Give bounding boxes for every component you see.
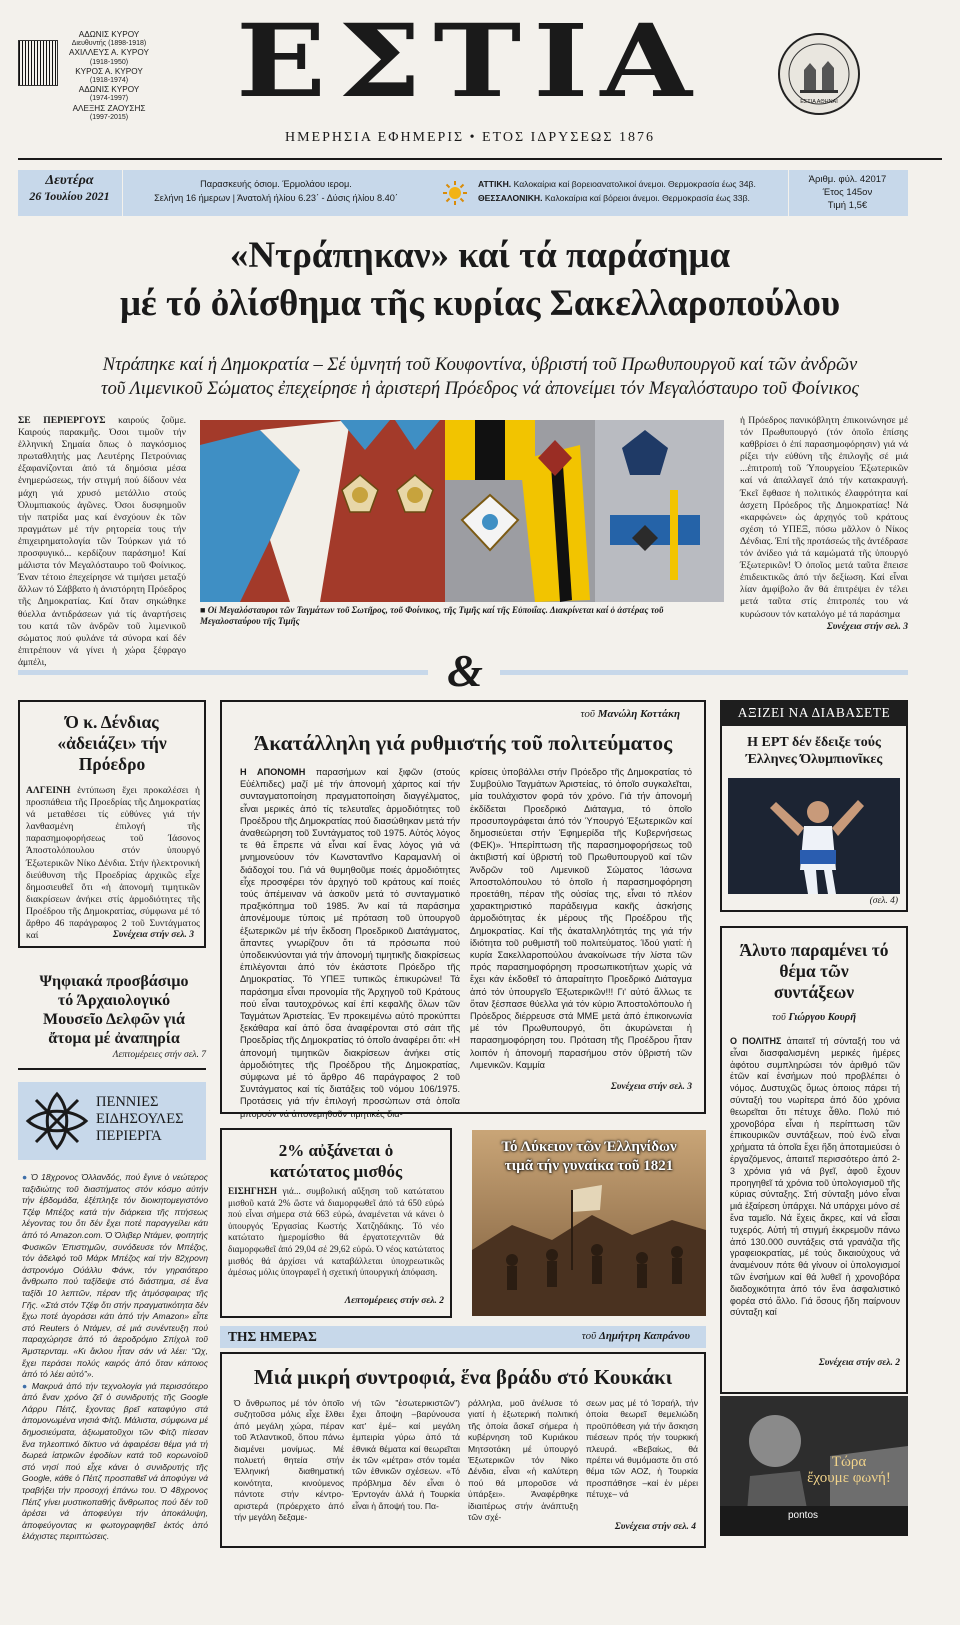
- left-divider: [18, 1068, 206, 1070]
- dendias-title[interactable]: Ό κ. Δένδιας «ἀδειάζει» τήν Πρόεδρο: [57, 712, 167, 774]
- pension-title[interactable]: Άλυτο παραμένει τό θέμα τῶν συντάξεων: [739, 940, 889, 1002]
- of-the-day-text: Ό ἄνθρωπος μέ τόν ὁποῖο συζητοῦσα μόλις εἶχε ἔλθει ἀπό μεγάλη χώρα, πέραν τοῦ Άτλαντικοῦ, ὅπου πάνω διαμένει μονίμως. Μέ πολυετή θητεία στήν Έλληνική διαθηματική κοινότητα, κινούμενος πάντοτε στήν κέντρο-αριστερά (πρόερχετο ἀπό τήν μεγάλη δεξαμε-: [234, 1398, 344, 1523]
- lead-deck-line: Ντράπηκε καί ἡ Δημοκρατία – Σέ ὑμνητή τοῦ Κουφοντίνα, ὑβριστή τοῦ Πρωθυπουργοῦ καί τῶν ἀνδρῶν: [102, 355, 858, 375]
- lead-headline-line: μέ τό ὀλίσθημα τῆς κυρίας Σακελλαροπούλου: [119, 283, 841, 324]
- kottakis-kicker: Η ΑΠΟΝΟΜΗ: [240, 767, 306, 777]
- ampersand-rule-left: [18, 670, 428, 675]
- of-the-day-column-1: [234, 1398, 344, 1538]
- wage-continuation[interactable]: Λεπτομέρειες στήν σελ. 2: [344, 1296, 444, 1306]
- kottakis-text: κρίσεις ὑποβάλλει στήν Πρόεδρο τῆς Δημοκρατίας τό Συμβούλιο Ταγμάτων Άριστείας, τό ὁποῖο συγκαλεῖται, μία τουλάχιστον φορά τόν χρόνο. Γιά τήν ἀπονομή ἐκδίδεται Προεδρικό Διάταγμα, τό ὁποῖο προσυπογράφεται ἀπό τόν Ύπουργό Έξωτερικῶν καί δημοσιεύεται στήν Έφημερίδα τῆς Κυβερνήσεως (ΦΕΚ)». Ήπερίπτωση τῆς παρασημοφορήσεως τοῦ ἀκτιβιστή καί ὑβριστή τοῦ Πρωθυπουργοῦ καί τῶν Άνδρῶν τοῦ Λιμενικοῦ Σώματος Ίάσωνα Άποστολόπουλου τό ὁποῖο ἡ παρασημοφόρηση προετάθη, πέραν τῆς οὐσίας της, εἶναι τό πλέον χαρακτηριστικό παράδειγμα κακῆς ἀσκήσης ἁρμοδιότητας ἐκ μέρους τῆς Προέδρου τῆς Δημοκρατίας. Καί τῆς ἀκαταλληλότητάς της γιά τήν ἰδιότητα τοῦ ρυθμιστῆ τοῦ πολιτεύματος. Ίδού γιατί: ἡ κυρία Σακελλαροπούλου ἀνακοίνωσε τήν λίστα τῶν πρός παρασημοφόρηση προσωπικοτήτων χωρίς νά ἔχει κάν ἐκδοθεῖ τό ἀπαραίτητο Προεδρικό Διάταγμα ἀπό τόν ὑπουργεῖο Έξωτερικῶν!!! Γι' αὐτό ἄλλως τε ὅταν ξέσπασε θύελλα γιά τόν κύριο Άποστολόπουλο ἡ Πρόεδρος διέρρευσε στά ΜΜΕ μετά ἀπό ἐπικοινωνία μέ τόν Πρωθυπουργό, ὅτι ἀκυρώνεται ἡ παρασημοφόρηση του. Πρόταση τῆς Προέδρου ἦταν λοιπόν ἡ ἀπονομή παρασήμου στόν ὑβριστή τῶν Λιμενικῶν. Καμμία: [470, 767, 692, 1070]
- issue-number-box: [790, 173, 905, 212]
- pension-continuation[interactable]: Συνέχεια στήν σελ. 2: [818, 1358, 900, 1368]
- byline-prefix: τοῦ: [772, 1012, 786, 1023]
- pennies-text: Ό 18χρονος Όλλανδός, πού ἔγινε ὁ νεώτερος ταξιδιώτης τοῦ διαστήματος στόν κόσμο αὐτήν τήν ἑβδομάδα, ἐξέπληξε τόν διοικητομεγιστόνο Τζέφ Μπέζος κατά τήν διάρκεια τῆς πτήσεως λέγοντας του ὅτι δέν ἔχει ποτέ παραγγείλει κάτι ἀπό τό Amazon.com. Ό Όλιβερ Ντάμεν, φοιτητής Φυσικῶν Έπιστημῶν, συνόδευσε τόν Μπέζος, τόν ἀδελφό τοῦ Μάρκ Μπέζος καί τήν 82χρονη ἀστρονόμο Ούάλλυ Φάνκ, τόν γηραιότερο ἄνθρωπο πού ταξίδεψε στό διάστημα, σέ ἕνα ταξίδι 10 λεπτῶν, πέραν τῆς ἀτμόσφαιρας τῆς Γῆς. «Στά στόν Τζέφ ὅτι στήν πραγματικότητα δέν ἔχω ποτέ ἀγοράσει κάτι ἀπό τήν Amazon» εἶπε στό Reuters ὁ Ντάμεν, σέ μιά συνέντευξη πού παραχώρησε ἀπό τό ἀεροδρόμιο Σπίχολ τοῦ Άμστερνταμ. «Κι ἄκλου ἦταν σάν νά λέει: “Ωχ, ἔχει περάσει πολύς καιρός ἀπό ὅταν κάποιος ἀπό τό λέει αὐτό”».: [22, 1172, 208, 1380]
- weather-text: Καλοκαίρια καί βορειοανατολικοί άνεμοι. Θερμοκρασία έως 34β.: [513, 179, 756, 189]
- pennies-body: [22, 1172, 208, 1552]
- barcode: [18, 40, 58, 86]
- pennies-title: ΠΕΝΝΙΕΣ ΕΙΔΗΣΟΥΛΕΣ ΠΕΡΙΕΡΓΑ: [96, 1094, 184, 1144]
- lead-continuation[interactable]: Συνέχεια στήν σελ. 3: [826, 622, 908, 632]
- byline-name: Δημήτρη Καπράνου: [598, 1330, 690, 1342]
- info-separator: [122, 170, 123, 216]
- bullet-icon: ●: [22, 1172, 32, 1182]
- of-the-day-label-text: ΤΗΣ ΗΜΕΡΑΣ: [228, 1329, 317, 1344]
- lyceum-title[interactable]: [472, 1138, 706, 1176]
- kottakis-column-1: [240, 766, 460, 1119]
- lead-kicker: ΣΕ ΠΕΡΙΕΡΓΟΥΣ: [18, 415, 106, 426]
- issue-number: Άριθμ. φύλ. 42017: [808, 174, 887, 185]
- founder-line: ΑΛΕΞΗΣ ΖΑΟΥΣΗΣ: [72, 103, 146, 113]
- pontos-advert[interactable]: [720, 1396, 908, 1536]
- gymnast-photo: [728, 778, 900, 894]
- byline-name: Γιώργου Κουρῆ: [788, 1012, 856, 1023]
- must-read-title[interactable]: Η ΕΡΤ δέν ἔδειξε τούς Έλληνες Όλυμπιονῖκες: [745, 735, 883, 767]
- wage-body: [228, 1186, 444, 1294]
- dendias-continuation[interactable]: Συνέχεια στήν σελ. 3: [112, 930, 194, 940]
- ampersand-ornament: &: [447, 645, 483, 696]
- lyceum-photo: [472, 1130, 706, 1316]
- saints-of-day: Παρασκευής όσιομ. Έρμολάου ιερομ.: [200, 179, 352, 189]
- masthead-title: ΕΣΤΙΑ: [236, 1, 704, 120]
- info-separator: [788, 170, 789, 216]
- sun-icon: [442, 180, 468, 206]
- lyceum-title-line: τιμᾶ τήν γυναίκα τοῦ 1821: [504, 1158, 674, 1174]
- almanac-box: [126, 177, 426, 205]
- weekday: Δευτέρα: [45, 173, 94, 188]
- lead-photo-caption: [200, 605, 724, 627]
- ampersand-rule-right: [500, 670, 908, 675]
- lyceum-title-line: Τό Λύκειον τῶν Έλληνίδων: [501, 1139, 677, 1155]
- founder-line: ΑΧΙΛΛΕΥΣ Α. ΚΥΡΟΥ: [69, 48, 149, 58]
- pension-byline: [728, 1012, 900, 1023]
- pennies-text: Μακρυά ἀπό τήν τεχνολογία γιά περισσότερο ἀπό ἕναν χρόνο ζεῖ ὁ συνιδρυτής τῆς Google Λάρρυ Πέιτζ, ἔχοντας βρεῖ καταφύγιο στά ἀπομονωμένα νησιά Φίτζι. Μάλιστα, σύμφωνα μέ δημοσιεύματα, ἀξιωματοῦχοι τῶν Φίτζι πίεσαν ἕνα τηλεοπτικό δίκτυο νά ἀφαιρέσει θέμα γιά τή δωρεά ἰατρικῶν ἐφοδίων κατά τοῦ κορωνοϊοῦ στό νησί πού εἶχε κάνει ὁ συνιδρυτής τῆς Google, κάθε ὁ Πέιτζ προσπαθεῖ νά ἀποφύγει νά τραβήξει τήν προσοχή ἐπάνω του. Ό 48χρονος Πέιτζ γίνει μυστικοπαθής ἄνθρωπος πού δέν τοῦ ἀρέσει νά ἀποφεύγει τήν ἀποκάλυψη, ἀποφεύγοντας κι φωτογραφηθεῖ ἐκτός ἀπό ἐλάχιστες περιπτώσεις.: [22, 1380, 208, 1542]
- founder-line: (1974-1997): [89, 95, 129, 103]
- of-the-day-column-2: [352, 1398, 460, 1538]
- weather-region: ΑΤΤΙΚΗ.: [478, 179, 512, 189]
- kottakis-byline: [480, 708, 680, 720]
- founder-line: ΑΔΩΝΙΣ ΚΥΡΟΥ: [78, 30, 140, 39]
- must-read-header: ΑΞΙΖΕΙ ΝΑ ΔΙΑΒΑΣΕΤΕ: [720, 700, 908, 726]
- lead-deck: [18, 353, 942, 401]
- sun-moon-times: Σελήνη 16 ήμερων | Άνατολή ήλίου 6.23΄ - Δύσις ήλίου 8.40΄: [154, 193, 398, 203]
- byline-prefix: τοῦ: [580, 708, 595, 720]
- bullet-icon: ●: [22, 1380, 32, 1391]
- of-the-day-label: [228, 1326, 358, 1348]
- founder-line: (1997-2015): [89, 113, 129, 121]
- kottakis-continuation[interactable]: Συνέχεια στήν σελ. 3: [610, 1082, 692, 1092]
- seal-emblem: [778, 33, 860, 115]
- museum-continuation[interactable]: Λεπτομέρειες στήν σελ. 7: [112, 1050, 206, 1060]
- caption-marker: ■: [200, 605, 208, 615]
- advert-slogan-line: ἔχουμε φωνή!: [807, 1470, 891, 1486]
- advert-slogan-line: Τώρα: [831, 1454, 867, 1470]
- pension-body: [730, 1036, 900, 1356]
- masthead-subtitle: ΗΜΕΡΗΣΙΑ ΕΦΗΜΕΡΙΣ • ΕΤΟΣ ΙΔΡΥΣΕΩΣ 1876: [285, 130, 655, 145]
- of-the-day-text: ράλληλα, μοῦ ἀνέλυσε τό γιατί ἡ ἐξωτερική πολιτική τῆς ὁποία ἄσκεῖ σήμερα ἡ κυβέρνηση τοῦ Κυριάκου Μητσοτάκη μέ ὑπουργό Έξωτερικῶν τόν Νίκο Δένδια, εἶναι «ἡ καλύτερη πού θά μποροῦσε νά ὑπάρξει». Άναφέρθηκε ἰδιαιτέρως στήν ἀνάπτυξη τῶν σχέ-: [468, 1398, 578, 1523]
- lead-body: ἡ Πρόεδρος πανικόβλητη ἐπικοινώνησε μέ τόν Πρωθυπουργό (τόν ὁποῖο ἐπίσης καθβρίσει ὁ ἐπί παρασημοφόρησιν) γιά νά ρίξει τήν εὐθύνη τῆς ἐπιλογῆς σέ μιά ...ἐπιτροπή τοῦ Ύπουργείου Έξωτερικῶν καί νά ἀπαλλαγεῖ ἀπό τήν κατακραυγή. Έκεῖ ἔφθασε ἡ πολιτικός ἐλαφρότητα καί ἀσχετη Πρόεδρος τῆς Δημοκρατίας! Νά «καρφώνει» ὡς ἀρχηγός τοῦ κράτους σχέση τό ΥΠΕΞ, πόσω μᾶλλον ὁ Νίκος Δένδιας. Έπί τῆς προτάσεώς τῆς ἀντέδρασε τόν ἀνίδεο γιά τά καμώματά τῆς ὑπουργό Έξωτερικῶν! Ό ὁποῖος μετά ταῦτα ἔπεισε ἐπιδεικτικῶς ἀπό τήν δεξίωση. Καί εἶναι λίαν ἀμφίβολο ἄν θά ἐπιτρέψει ἐν τέλει μετά ταῦτα στίς ἐπιτροπές του νά κυρώσουν τόν καταλόγο μέ τά παράσημα: [740, 415, 908, 620]
- issue-date-box: [22, 173, 117, 204]
- founder-line: (1918-1950): [89, 58, 129, 66]
- of-the-day-column-4: [586, 1398, 698, 1520]
- lead-photo: [200, 420, 724, 602]
- advert-slogan: [790, 1454, 908, 1486]
- pension-text: ἀπαιτεῖ τή σύνταξή του νά εἶναι διασφαλισμένη μερικές ἡμέρες ἀφότου συμπληρώσει τόν ἀριθμό τῶν ἐτῶν καί ἐνσήμων πού προβλέπει ὁ νόμος. Δυστυχῶς ὅμως ὁποιος πάρει τή σύνταξή του νωρίτερα ἀπό δύο χρόνια θεωρεῖται ὅτι πέτυχε ἆθλο. Πολύ πιό χρονοβόρα εἶναι ἡ περίπτωση τῶν ἐπικουρικῶν συντάξεων, πού ἐνῶ εἶναι χρήματα τά ὁποῖα ἔχει ἤδη ἀποταμιεύσει ὁ ἐργαζόμενος, ἀπαιτεῖ περισσότερο ἀπό 2-3 χρόνια γιά νά βγεῖ, ἀφοῦ ἔχουν προηγηθεῖ τά χρόνια τοῦ ὑπολογισμοῦ τῆς κύριας σύνταξης. Στή σύνταξη μόνο εἶναι μιά ἐξαίρεση ὑπάρχει. Νά υπάρχει μόνο σέ ἕνα ταμεῖο. Νά ἔχεις ἄκρες, καί νά εἶσαι τυχερός. Αὐτή τή στιγμή ἐκκρεμοῦν πάνω ἀπό 130.000 συντάξεις στά γρανάζια τῆς γραφειοκρατίας, μέ τούς δικαιούχους νά ἀναμένουν πότε θά γίνουν οἱ ὑπολογισμοί τῶν ἐνσήμων καί θά λυθεῖ ἡ χρονοβόρα διαδοχικότητα ἀπό τόν ἕνα ἀσφαλιστικό φορέα στό ἄλλο. Γιά ὅσους ἤδη παίρνουν σύνταξη καί: [730, 1036, 900, 1318]
- issue-date: 26 Ἰουλίου 2021: [29, 189, 110, 203]
- lead-column-right: [740, 415, 908, 623]
- lead-body: καιρούς ζοῦμε. Καιρούς παρακμῆς. Όσοι τιμοῦν τήν ἑλληνική Σημαία ὅπως ὁ παγκόσμιος πρωταθλητής μας Λευτέρης Πετρούνιας ἐξαφανίζονται ἀπό τά δημόσια μέσα ἐνημερώσεως, τήν στιγμή πού δίδουν νέα μάχη γιά χρυσό μετάλλιο στούς Όλυμπιακούς ἀγῶνες. Όσοι δυσφημοῦν τήν πατρίδα μας καί ἐνσχύουν ἐκ τῶν πραγμάτων μέ τήν ρητορεία τους τήν ἐπιχειρηματολογία τῶν Τούρκων γιά τό προσφυγικό... κερδίζουν παράσημο! Καί μάλιστα τόν Μεγαλόσταυρο τοῦ Φοίνικος. Έναν τέτοιο ἐπεχείρησε νά τιμήσει μεταξύ ἄλλων τό Σάββατο ἡ ἀνιστόρητη Πρόεδρος τῆς Δημοκρατίας. Καί ὅταν σηκώθηκε θύελλα ἀντιδράσεων γιά τίς ἀναρτήσεις του κατά τῶν ἀνδρῶν τοῦ λιμενικοῦ σώματος πού φυλάνε τά σύνορα καί δέν ἐπιτρέπουν νά γίνει ἡ χώρα ξέφραγο ἀμπέλι,: [18, 415, 186, 668]
- weather-region: ΘΕΣΣΑΛΟΝΙΚΗ.: [478, 193, 543, 203]
- dendias-text: ἐντύπωση ἔχει προκαλέσει ἡ προσπάθεια τῆς Προεδρίας τῆς Δημοκρατίας νά μεταθέσει τίς εὐθύνες γιά τήν λανθασμένη ἐπιλογή τῆς παρασημοφορήσεως τοῦ Ίάσονος Άποστολόπουλου στόν ὑπουργό Έξωτερικῶν Νίκο Δένδια. Στήν ἠλεκτρονική διεύθυνση τῆς Προεδρίας ἀρχικῶς εἶχε δημοσιευθεῖ ὅτι «ἡ ἀπονομή τιμητικῶν διακρίσεων ἀνήκει στίς ἁρμοδιότητες τῆς Προέδρου τῆς Δημοκρατίας, σύμφωνα μέ τό ἄρθρο 46 παράγραφος 2 τοῦ Συντάγματος καί: [26, 785, 200, 942]
- kottakis-column-2: [470, 766, 692, 1080]
- weather-thessaloniki: [478, 191, 784, 205]
- of-the-day-byline: [470, 1330, 690, 1342]
- pension-kicker: Ο ΠΟΛΙΤΗΣ: [730, 1036, 782, 1046]
- caption-text: Οἱ Μεγαλόσταυροι τῶν Ταγμάτων τοῦ Σωτῆρος, τοῦ Φοίνικος, τῆς Τιμῆς καί τῆς Εὐποιΐας. Διακρίνεται καί ὁ ἀστέρας τοῦ Μεγαλοσταύρου τῆς Τιμῆς: [200, 605, 664, 626]
- founder-line: ΑΔΩΝΙΣ ΚΥΡΟΥ: [78, 85, 140, 95]
- weather-attica: [478, 177, 784, 191]
- weather-text: Καλοκαίρια καί βόρειοι άνεμοι. Θερμοκρασία έως 33β.: [544, 193, 750, 203]
- founder-line: ΚΥΡΟΣ Α. ΚΥΡΟΥ: [75, 66, 143, 76]
- lead-headline-line: «Ντράπηκαν» καί τά παράσημα: [229, 235, 731, 276]
- byline-prefix: τοῦ: [581, 1330, 597, 1342]
- wage-title[interactable]: 2% αὐξάνεται ὁ κατώτατος μισθός: [269, 1141, 403, 1181]
- wage-kicker: ΕΙΣΗΓΗΣΗ: [228, 1186, 278, 1196]
- founders-list: [64, 30, 154, 122]
- must-read-ref[interactable]: (σελ. 4): [869, 896, 898, 906]
- of-the-day-title[interactable]: Μιά μικρή συντροφιά, ἕνα βράδυ στό Κουκάκι: [253, 1365, 673, 1389]
- pennies-item: [22, 1381, 208, 1543]
- founder-line: Διευθυντής (1898-1918): [71, 40, 147, 48]
- museum-title[interactable]: Ψηφιακά προσβάσιμο τό Άρχαιολογικό Μουσεῖο Δελφῶν γιά ἄτομα μέ ἀναπηρία: [39, 973, 189, 1047]
- of-the-day-text: νή τῶν "ἐσωτερικιστῶν") ἔχει ἄποψη –βαρύνουσα κατ' ἐμέ– καί μεγάλη ἐμπειρία γύρω ἀπό τά ἐθνικά θέματα καί θεωρεῖται ἐκ τῶν «μέτρα» στόν τομέα τῶν ἐθνικῶν σχέσεων. «Τό πρόβλημα δέν εἶναι ὁ Έρντογάν ἀλλά ἡ Τουρκία εἶναι ἡ ἄποψή του. Πα-: [352, 1398, 460, 1511]
- lead-headline: [18, 232, 942, 328]
- issue-year: Έτος 145ον: [822, 187, 873, 198]
- lead-column-left: [18, 415, 186, 668]
- advert-brand: pontos: [788, 1510, 819, 1521]
- ornament-icon: [24, 1090, 90, 1152]
- pennies-item: [22, 1172, 208, 1381]
- wage-text: γιά... συμβολική αὔξηση τοῦ κατώτατου μισθοῦ κατά 2% ὥστε νά διαμορφωθεῖ ἀπό τά 650 εὐρώ πού εἶναι σήμερα στά 663 εὐρώ, ἀναμένεται νά κάνει ὁ ὑπουργός Έργασίας Κωστής Χατζηδάκης. Τό νέο κατώτατο ἡμερομίσθιο θά ἐργατοτεχνιτῶν θά διαμορφωθεῖ ἀπό 29,04 σέ 29,62 εὐρώ. Ό νέος κατώτατος μισθός θά ἀρχίσει νά καταβάλλεται ὑποχρεωτικῶς ἀμέσως μόλις ὑπογραφεῖ ἡ σχετική ὑπουργική ἀπόφαση.: [228, 1186, 444, 1278]
- of-the-day-text: σεων μας μέ τό Ίσραήλ, τήν ὁποία θεωρεῖ θεμελιώδη προϋπόθεση γιά τήν ἄσκηση πιέσεων πρός τήν τουρκική πλευρά. «Βεβαίως, θά πρέπει νά θυμόμαστε ὅτι στό θέμα τῶν ΑΟΖ, ἡ Τουρκία προσπάθησε –καί ἐν μέρει πέτυχε– νά: [586, 1398, 698, 1500]
- kottakis-text: παρασήμων καί ξιφῶν (στούς Εὐέλπιδες) μαζί μέ τήν ἀπονομή χάριτος καί τήν συνταγματοποίηση πραγματοποίηση διαγγέλματος, εἶναι μερικές ἀπό τίς τελευταῖες ἁρμοδιότητες τοῦ Προέδρου τῆς Δημοκρατίας πού διασώθηκαν μετά τήν ἀναθεώρηση τοῦ Συντάγματος τοῦ 1975. Αὐτός λόγος τε θά ἔπρεπε νά εἶναι καί ἕνας λόγος γιά νά μνημονεύουν τόν Κωνσταντῖνο Καραμανλή οἱ διάδοχοί του. Γιά νά θυμηθοῦμε ποιές ἁρμοδιότητες εἶχε προσφέρει τόν ἀρχηγό τοῦ κράτους καί ποιές τούς ἀπέμειναν νά ἀσκοῦν μετά τό συνταγματικό πραξικόπημα τοῦ 1985. Άν καί τά παράσημα ἀπονέμουμε τύποις μέ πρόταση τοῦ ὑπουργοῦ ἐξωτερικῶν μέ τήν ἔκδοση Προεδρικοῦ Διατάγματος, ἅπαντες γνωρίζουν ὅτι τά πρόσωπα πού ὑποδεικνύονται γιά τήν ἀπονομή τιμητικῆς διακρίσεως ἐπιλέγονται ἀπό τόν ἐκάστοτε Πρόεδρο τῆς Δημοκρατίας. Τό ΥΠΕΞ τυπικῶς ἐπικυρώνει! Τά παράσημα εἶναι προνομία τῆς Άρχηγοῦ τοῦ Κράτους πού εἶναι ταυτοχρόνως καί ἐπί κεφαλῆς ὅλων τῶν Ταγμάτων Άριστείας. Έν προκειμένω αὐτό προκύπτει ξεκάθαρα καί ἀπό ὅσα ἀναφέρονται στό σάιτ τῆς Προεδρίας τῆς Δημοκρατίας τό ὁποῖο ἀναφέρει ὅτι: «Η ἀπονομή τιμητικῶν διακρίσεων ἀνήκει στίς ἁρμοδιότητες τῆς Προέδρου τῆς Δημοκρατίας, σύμφωνα μέ τό ἄρθρο 46 παράγραφος 2 τοῦ Συντάγματος καί τίς διατάξεις τοῦ νόμου 106/1975. Προτάσεις γιά τήν ἐπιλογή προσώπων στά ὁποῖα μπορούν νά ἀπονεμηθοῦν τιμητικές δια-: [240, 767, 460, 1119]
- seal-text: ΕΣΤΙΑ ΑΘΗΝΑΙ: [800, 99, 838, 105]
- weather-box: [478, 177, 784, 205]
- masthead-divider: [18, 158, 942, 160]
- byline-name: Μανώλη Κοττάκη: [597, 708, 680, 720]
- of-the-day-continuation[interactable]: Συνέχεια στήν σελ. 4: [614, 1522, 696, 1532]
- lead-deck-line: τοῦ Λιμενικοῦ Σώματος ἐπεχείρησε ἡ ἀριστερή Πρόεδρος νά ἀπονείμει τόν Μεγαλόσταυρο τοῦ Φοίνικος: [100, 379, 860, 399]
- kottakis-title[interactable]: Άκατάλληλη γιά ρυθμιστής τοῦ πολιτεύματος: [253, 731, 673, 755]
- founder-line: (1918-1974): [89, 77, 129, 85]
- issue-price: Τιμή 1,5€: [827, 200, 868, 211]
- dendias-kicker: ΑΛΓΕΙΝΗ: [26, 785, 71, 796]
- of-the-day-column-3: [468, 1398, 578, 1538]
